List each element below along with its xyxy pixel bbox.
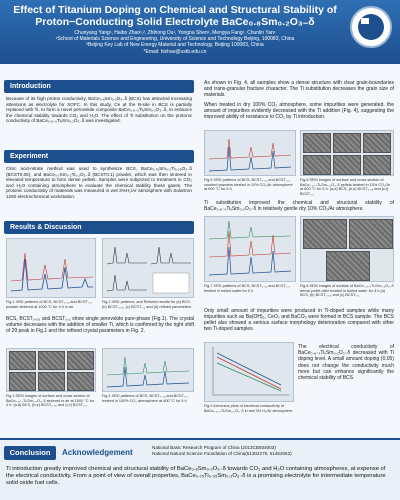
sem-6e <box>333 155 361 175</box>
poster-title <box>10 4 340 28</box>
sem-6c <box>363 133 391 153</box>
seal-mark <box>361 18 369 24</box>
poster-header <box>0 0 400 64</box>
fig2-plot <box>103 239 193 297</box>
sem-8a <box>303 219 347 249</box>
author-block <box>10 30 340 55</box>
conclusion-section <box>0 438 400 500</box>
figure-2-caption: Fig.2 XRD patterns, and Rietveld results for (a) BCS, (b) BCST₀.₀₅, (c) BCST₀.₁ and (d) refined parameters <box>102 300 192 309</box>
affiliation-2: ²Beijing Key Lab of New Energy Material and Technology, Beijing 100083, China <box>86 42 264 49</box>
sem-6d <box>303 155 331 175</box>
figure-9-arrhenius <box>204 342 294 402</box>
figure-1-xrd <box>6 238 96 298</box>
fig9-plot <box>205 343 293 401</box>
results-para-3: When treated in dry 100% CO₂ atmosphere, some impurities were generated. the amount of impurities evidently decreased with the Ti addition (Fig. 4), suggesting the improved ability of resistance to CO₂ by Ti introduction. <box>204 102 394 120</box>
figure-3-caption: Fig.3 SEM images of surface and cross section of BaCe₀.₈₋ₓTiₓSm₀.₂O₃₋δ sintered in air at 1500 °C for 4 h. (a,d) BCS, (b,e) BCST₀.₀₅ and (c,f) BCST₀.₁ <box>6 394 95 408</box>
conclusion-text: Ti introduction greatly improved chemical and structural stability of BaCe₀.₈Sm₀.₂O₃₋δ towards CO₂ and H₂O containing atmospheres, at expense of the electrical conductivity. From a point of view of overall properties, BaCe₀.₇₅Ti₀.₀₅Sm₀.₂O₃₋δ is a promising electrolyte for intermediate temperature solid oxide fuel cells. <box>6 466 386 487</box>
figure-4-caption: Fig.4 XRD patterns of BCS, BCST₀.₀₅ and BCST₀.₁ treated in 100% CO₂ atmosphere at 600 °C for 5 h <box>102 394 188 403</box>
figure-2-rietveld <box>102 238 194 298</box>
results-para-4: Ti substitution improved the chemical and structural stability of BaCe₀.₈₋ₓTiₓSm₀.₂O₃₋δ in relatively gentle dry 10% CO₂/Ar atmosphere. <box>204 200 394 212</box>
ack-line-1: National Basic Research Program of China (2013CB934003) <box>152 445 276 450</box>
sem-c <box>67 351 94 370</box>
sem-e <box>38 372 65 391</box>
sem-8c <box>326 251 370 281</box>
fig1-plot <box>7 239 95 297</box>
sem-6f <box>363 155 391 175</box>
figure-9-caption: Fig.9 Arrhenius plots of electrical conductivity of BaCe₀.₈₋ₓTiₓSm₀.₂O₃₋δ in wet 3% H₂/Ar atmosphere <box>204 404 293 413</box>
affiliation-1: ¹School of Materials Science and Engineering, University of Science and Technology Beijing, 100083, China <box>55 36 295 43</box>
experiment-text: Citric acid-nitrate method was used to synthesize BCS, BaCe₀.₇₅Sm₀.₂Ti₀.₀₅O₃₋δ (BCST0.05), and BaCe₀.₇Sm₀.₂Ti₀.₁O₃₋δ (BCST0.1) powder, which was then sintered in elevated temperature to form dense pellets. Samples were subjected to treatment in CO₂ and H₂O containing atmosphere to evaluate the chemical stability these gases. The protonic conductivity of materials was measured in wet 3%H₂/Ar atmosphere with Solartron 1260 electrochemical workstation. <box>6 166 192 199</box>
figure-7-caption: Fig.7 XRD patterns of BCS, BCST₀.₀₅ and BCST₀.₁ treated in boiled water for 5 h <box>204 284 290 293</box>
figure-4-xrd-co2 <box>102 348 194 392</box>
results-para-2: As shown in Fig. 4, all samples show a dense structure with clear grain-boundaries and trans-granular fracture character. The Ti substitution decreases the grain size of materials. <box>204 80 394 98</box>
results-para-5: Only small amount of impurities were produced in Ti-doped samples while many impurities such as Ba(OH)₂, CeO₂ and BaCO₃ were formed in BCS sample. The BCS pellet also showed a serious surface morphology deterioration compared with other two Ti-doped samples. <box>204 308 394 332</box>
fig4-plot <box>103 349 193 391</box>
figure-8-caption: Fig.8 SEM images of surface of BaCe₀.₈₋ₓTiₓSm₀.₂O₃₋δ dense pellet after treated in boiled water for 3 h (a) BCS, (b) BCST₀.₀₅ and (c) BCST₀.₁ <box>300 284 394 298</box>
sem-6a <box>303 133 331 153</box>
figure-6-caption: Fig.6 SEM images of surface and cross section of BaCe₀.₈₋ₓTiₓSm₀.₂O₃₋δ pellets treated in 10% CO₂/Ar at 600 °C for 5 h. (a,d) BCS, (b,e) BCST₀.₀₅ and (c,f) BCST₀.₁ <box>300 178 391 196</box>
sem-d <box>9 372 36 391</box>
experiment-heading: Experiment <box>4 150 194 163</box>
ack-heading: Acknowledgement <box>62 448 133 457</box>
sem-b <box>38 351 65 370</box>
results-para-6: The electrical conductivity of BaCe₀.₈₋ₓTiₓSm₀.₂O₃₋δ decreased with Ti doping level. A small amount doping (0.05) does not change the conductivity much more but can enhance significantly the chemical stability of BCS. <box>298 344 394 382</box>
figure-7-xrd-water <box>204 216 296 282</box>
results-para-1: BCS, BCST₀.₀₅ and BCST₀.₁ show single perovskite pure-phase (Fig.1). The crystal volume decreases with the addition of smaller Ti, which is confirmed by the right shift of 2θ peak in Fig.1 and the refined crystal parameters in Fig. 2. <box>6 316 194 334</box>
intro-heading: Introduction <box>4 80 194 93</box>
figure-3-sem <box>6 348 96 392</box>
sem-8b <box>349 219 393 249</box>
fig7-plot <box>205 217 295 281</box>
email: *Email: hizhao@ustb.edu.cn <box>143 48 207 55</box>
ack-text <box>152 445 396 457</box>
figure-6-sem <box>300 130 394 176</box>
sem-f <box>67 372 94 391</box>
figure-5-caption: Fig.5 XRD patterns of BCS, BCST₀.₀₅ and BCST₀.₁ crushed powders treated in 10% CO₂/Ar atmosphere at 600 °C for 5 h <box>204 178 293 192</box>
title-line-1: Effect of Titanium Doping on Chemical and Structural Stability of <box>13 4 337 16</box>
figure-1-caption: Fig.1 XRD patterns of BCS, BCST₀.₀₅ and BCST₀.₁ powder sintered at 1000 °C for 4 h in air <box>6 300 92 309</box>
results-heading: Results & Discussion <box>4 221 194 234</box>
conclusion-heading: Conclusion <box>4 446 56 460</box>
university-seal-icon <box>350 6 392 48</box>
fig5-plot <box>205 131 295 175</box>
sem-a <box>9 351 36 370</box>
authors: Chunyang Yang¹, Haibo Zhao¹,², Zhihong Du¹, Yongna Shen¹, Mengya Fang¹, Chunlin Yan¹ <box>74 30 276 36</box>
title-line-2: Proton−Conducting Solid Electrolyte BaCe₀.₈Sm₀.₂O₃₋δ <box>35 16 315 28</box>
figure-8-sem <box>300 216 394 282</box>
intro-text: Because of its high proton conductivity, BaCe₀.₈Sm₀.₂O₃₋δ (BCS) has attracted increasing attentions as electrolyte for SOFC. In this study, Ce at the B-site in BCS is partially replaced with Ti, to form a novel perovskite composite BaCe₀.₈₋ₓTiₓSm₀.₂O₃₋δ, to enhance the chemical stability towards CO₂ and H₂O. The effect of Ti substitution on the protonic conductivity of BaCe₀.₈₋ₓTiₓSm₀.₂O₃₋δ was investigated. <box>6 96 192 124</box>
figure-5-xrd <box>204 130 296 176</box>
sem-6b <box>333 133 361 153</box>
ack-line-2: National Natural Science Foundation of China(51302275, 51452062) <box>152 451 292 456</box>
